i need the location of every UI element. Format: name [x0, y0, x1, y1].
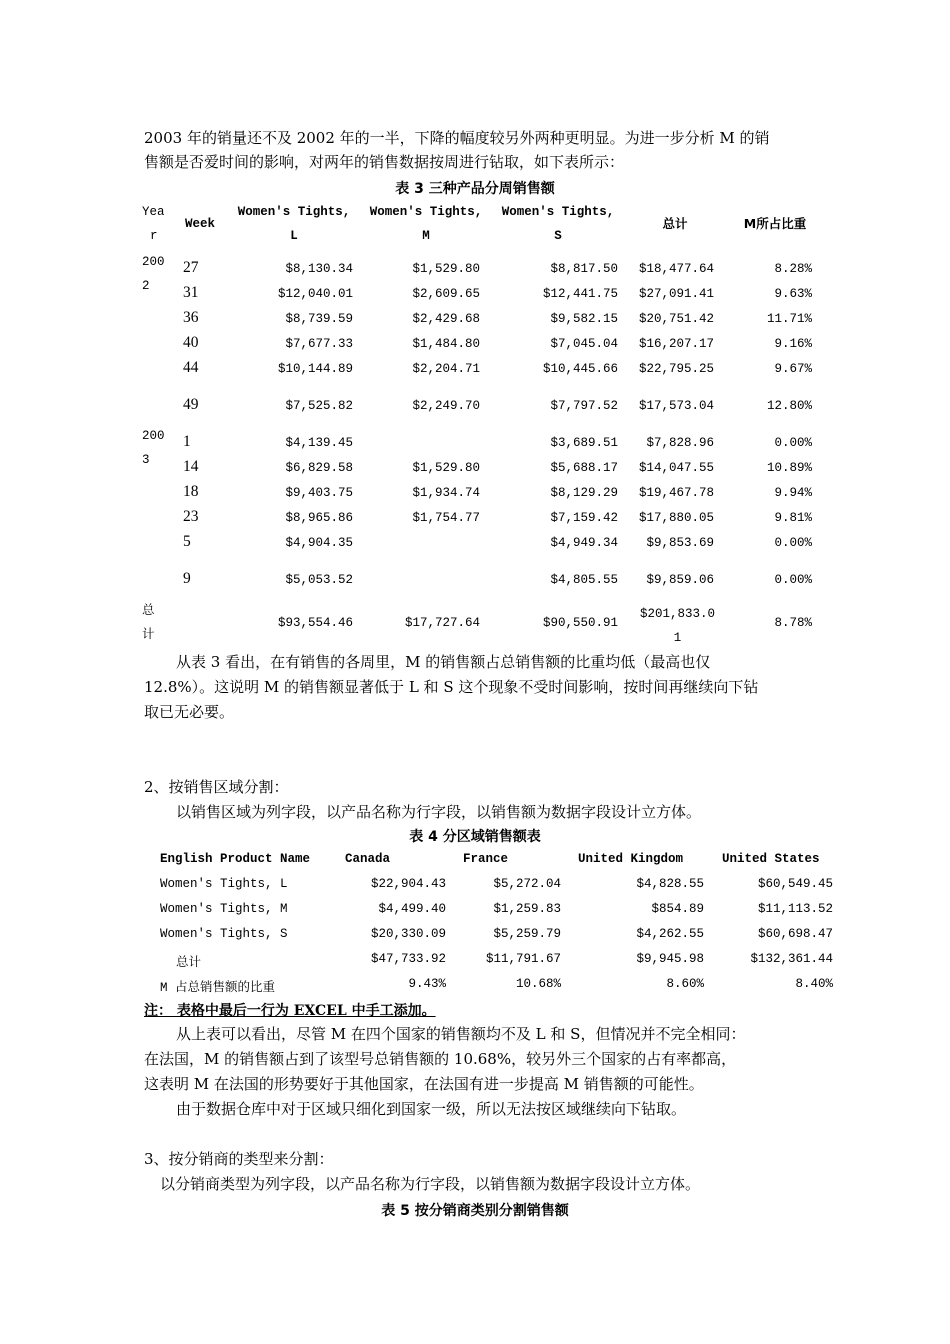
t4-cell: $132,361.44 [750, 952, 833, 966]
t3-cell-s: $4,805.55 [550, 573, 618, 587]
intro-line-2: 售额是否爱时间的影响，对两年的销售数据按周进行钻取，如下表所示： [144, 153, 625, 171]
t3-cell-s: $10,445.66 [542, 362, 618, 376]
table5-caption: 表 5 按分销商类别分割销售额 [381, 1203, 569, 1219]
t3-cell-s: $8,817.50 [550, 262, 618, 276]
t3-cell-s: $12,441.75 [542, 287, 618, 301]
t4-cell: $5,272.04 [493, 877, 561, 891]
t3-cell-week: 18 [183, 483, 199, 500]
t3-cell-m: $2,204.71 [412, 362, 480, 376]
t3-cell-week: 49 [183, 396, 199, 413]
t3-header-year: Yea r [142, 205, 165, 243]
t3-cell-total: $20,751.42 [638, 312, 714, 326]
t3-cell-m: $2,429.68 [412, 312, 480, 326]
t3-cell-l: $8,739.59 [285, 312, 353, 326]
t4-header-us: United States [722, 852, 820, 866]
t3-cell-l: $10,144.89 [277, 362, 353, 376]
t3-total-l: $93,554.46 [277, 616, 353, 630]
t3-cell-week: 44 [183, 359, 199, 376]
t3-cell-m: $1,754.77 [412, 511, 480, 525]
t4-cell: 8.60% [666, 977, 704, 991]
t4-cell: $4,828.55 [636, 877, 704, 891]
t3-cell-week: 5 [183, 533, 191, 550]
t4-row-label: Women's Tights, S [160, 927, 288, 941]
t3-cell-total: $7,828.96 [646, 436, 714, 450]
t3-cell-l: $4,139.45 [285, 436, 353, 450]
t3-cell-m: $2,609.65 [412, 287, 480, 301]
t4-row-label: M 占总销售额的比重 [160, 981, 276, 995]
t3-cell-l: $7,525.82 [285, 399, 353, 413]
t3-total-m: $17,727.64 [404, 616, 480, 630]
t3-year-2002: 200 2 [142, 255, 165, 293]
t3-cell-ratio: 9.63% [774, 287, 812, 301]
t3-cell-week: 1 [183, 433, 191, 450]
t4-cell: $4,262.55 [636, 927, 704, 941]
t4-cell: $1,259.83 [493, 902, 561, 916]
t3-cell-l: $4,904.35 [285, 536, 353, 550]
t3-cell-ratio: 0.00% [774, 436, 812, 450]
t3-cell-total: $17,880.05 [638, 511, 714, 525]
after-t3-line-2: 12.8%）。这说明 M 的销售额显著低于 L 和 S 这个现象不受时间影响，按时间再继续向下钻 [144, 678, 759, 696]
t3-cell-l: $8,130.34 [285, 262, 353, 276]
t3-cell-ratio: 8.28% [774, 262, 812, 276]
t3-header-total: 总计 [662, 216, 688, 231]
t3-cell-s: $7,797.52 [550, 399, 618, 413]
t3-cell-l: $7,677.33 [285, 337, 353, 351]
table3-caption: 表 3 三种产品分周销售额 [395, 181, 555, 197]
t3-cell-total: $9,853.69 [646, 536, 714, 550]
t4-row-label: Women's Tights, M [160, 902, 288, 916]
t4-row-label: 总计 [176, 956, 202, 970]
t4-cell: $60,698.47 [757, 927, 833, 941]
t3-cell-l: $9,403.75 [285, 486, 353, 500]
t4-header-name: English Product Name [160, 852, 311, 866]
after-t3-line-1: 从表 3 看出，在有销售的各周里，M 的销售额占总销售额的比重均低（最高也仅 [176, 653, 711, 671]
t4-cell: $4,499.40 [378, 902, 446, 916]
section2-heading: 2、按销售区域分割： [144, 778, 289, 796]
t3-cell-m: $1,484.80 [412, 337, 480, 351]
t3-cell-week: 27 [183, 259, 199, 276]
section3-desc: 以分销商类型为列字段，以产品名称为行字段，以销售额为数据字段设计立方体。 [160, 1175, 701, 1193]
t3-cell-week: 31 [183, 284, 199, 301]
t4-cell: 10.68% [515, 977, 561, 991]
t4-row-label: Women's Tights, L [160, 877, 288, 891]
t3-cell-s: $8,129.29 [550, 486, 618, 500]
t3-total-total: $201,833.0 1 [640, 607, 716, 645]
t3-total-label: 总 计 [142, 604, 155, 642]
t4-cell: $11,113.52 [757, 902, 833, 916]
table4-note: 注： 表格中最后一行为 EXCEL 中手工添加。 [144, 1003, 436, 1019]
after-t4-line-3: 这表明 M 在法国的形势要好于其他国家，在法国有进一步提高 M 销售额的可能性。 [144, 1075, 704, 1093]
t3-cell-ratio: 11.71% [766, 312, 812, 326]
t3-cell-m: $1,529.80 [412, 262, 480, 276]
t3-cell-week: 36 [183, 309, 199, 326]
t3-cell-total: $19,467.78 [638, 486, 714, 500]
t3-cell-ratio: 0.00% [774, 573, 812, 587]
t4-header-france: France [463, 852, 509, 866]
t3-cell-week: 9 [183, 570, 191, 587]
t3-cell-l: $12,040.01 [277, 287, 353, 301]
t4-cell: $5,259.79 [493, 927, 561, 941]
t3-cell-ratio: 9.16% [774, 337, 812, 351]
t4-header-uk: United Kingdom [578, 852, 684, 866]
t3-cell-s: $9,582.15 [550, 312, 618, 326]
t3-cell-s: $3,689.51 [550, 436, 618, 450]
t4-cell: $47,733.92 [370, 952, 446, 966]
t3-cell-total: $18,477.64 [638, 262, 714, 276]
t3-cell-ratio: 10.89% [766, 461, 812, 475]
t3-cell-l: $8,965.86 [285, 511, 353, 525]
t3-cell-m: $1,934.74 [412, 486, 480, 500]
t3-cell-week: 23 [183, 508, 199, 525]
section3-heading: 3、按分销商的类型来分割： [144, 1150, 334, 1168]
t3-header-l: Women's Tights, L [237, 205, 351, 243]
t3-cell-s: $4,949.34 [550, 536, 618, 550]
t3-cell-ratio: 12.80% [766, 399, 812, 413]
t3-cell-s: $7,159.42 [550, 511, 618, 525]
after-t3-line-3: 取已无必要。 [144, 703, 235, 721]
t3-header-s: Women's Tights, S [501, 205, 615, 243]
after-t4-line-2: 在法国，M 的销售额占到了该型号总销售额的 10.68%，较另外三个国家的占有率都高， [144, 1050, 737, 1068]
t3-cell-total: $17,573.04 [638, 399, 714, 413]
t4-cell: $20,330.09 [370, 927, 446, 941]
t3-cell-m: $2,249.70 [412, 399, 480, 413]
t3-cell-ratio: 9.94% [774, 486, 812, 500]
t4-cell: $11,791.67 [485, 952, 561, 966]
t3-header-m: Women's Tights, M [369, 205, 483, 243]
t4-cell: 8.40% [795, 977, 833, 991]
t3-total-s: $90,550.91 [542, 616, 618, 630]
section2-desc: 以销售区域为列字段，以产品名称为行字段，以销售额为数据字段设计立方体。 [176, 803, 702, 821]
t3-cell-m: $1,529.80 [412, 461, 480, 475]
t4-cell: $60,549.45 [757, 877, 833, 891]
table4-caption: 表 4 分区域销售额表 [409, 829, 541, 845]
t3-header-ratio: M所占比重 [743, 216, 807, 231]
t3-year-2003: 200 3 [142, 429, 165, 467]
t3-header-week: Week [184, 217, 215, 231]
t3-cell-week: 14 [183, 458, 199, 475]
t3-cell-total: $14,047.55 [638, 461, 714, 475]
t3-cell-s: $7,045.04 [550, 337, 618, 351]
t4-cell: $9,945.98 [636, 952, 704, 966]
t3-cell-total: $22,795.25 [638, 362, 714, 376]
t3-cell-ratio: 0.00% [774, 536, 812, 550]
t4-cell: $22,904.43 [370, 877, 446, 891]
after-t4-line-4: 由于数据仓库中对于区域只细化到国家一级，所以无法按区域继续向下钻取。 [176, 1100, 687, 1118]
t3-cell-ratio: 9.81% [774, 511, 812, 525]
t3-cell-l: $5,053.52 [285, 573, 353, 587]
t3-cell-s: $5,688.17 [550, 461, 618, 475]
t3-total-ratio: 8.78% [774, 616, 812, 630]
t3-cell-total: $9,859.06 [646, 573, 714, 587]
t3-cell-total: $27,091.41 [638, 287, 714, 301]
t4-header-canada: Canada [345, 852, 391, 866]
t3-cell-week: 40 [183, 334, 199, 351]
t3-cell-total: $16,207.17 [638, 337, 714, 351]
t4-cell: 9.43% [408, 977, 446, 991]
after-t4-line-1: 从上表可以看出，尽管 M 在四个国家的销售额均不及 L 和 S，但情况并不完全相同： [176, 1025, 746, 1043]
t3-cell-ratio: 9.67% [774, 362, 812, 376]
intro-line-1: 2003 年的销量还不及 2002 年的一半，下降的幅度较另外两种更明显。为进一步分析 M 的销 [144, 129, 770, 147]
t3-cell-l: $6,829.58 [285, 461, 353, 475]
t4-cell: $854.89 [651, 902, 704, 916]
